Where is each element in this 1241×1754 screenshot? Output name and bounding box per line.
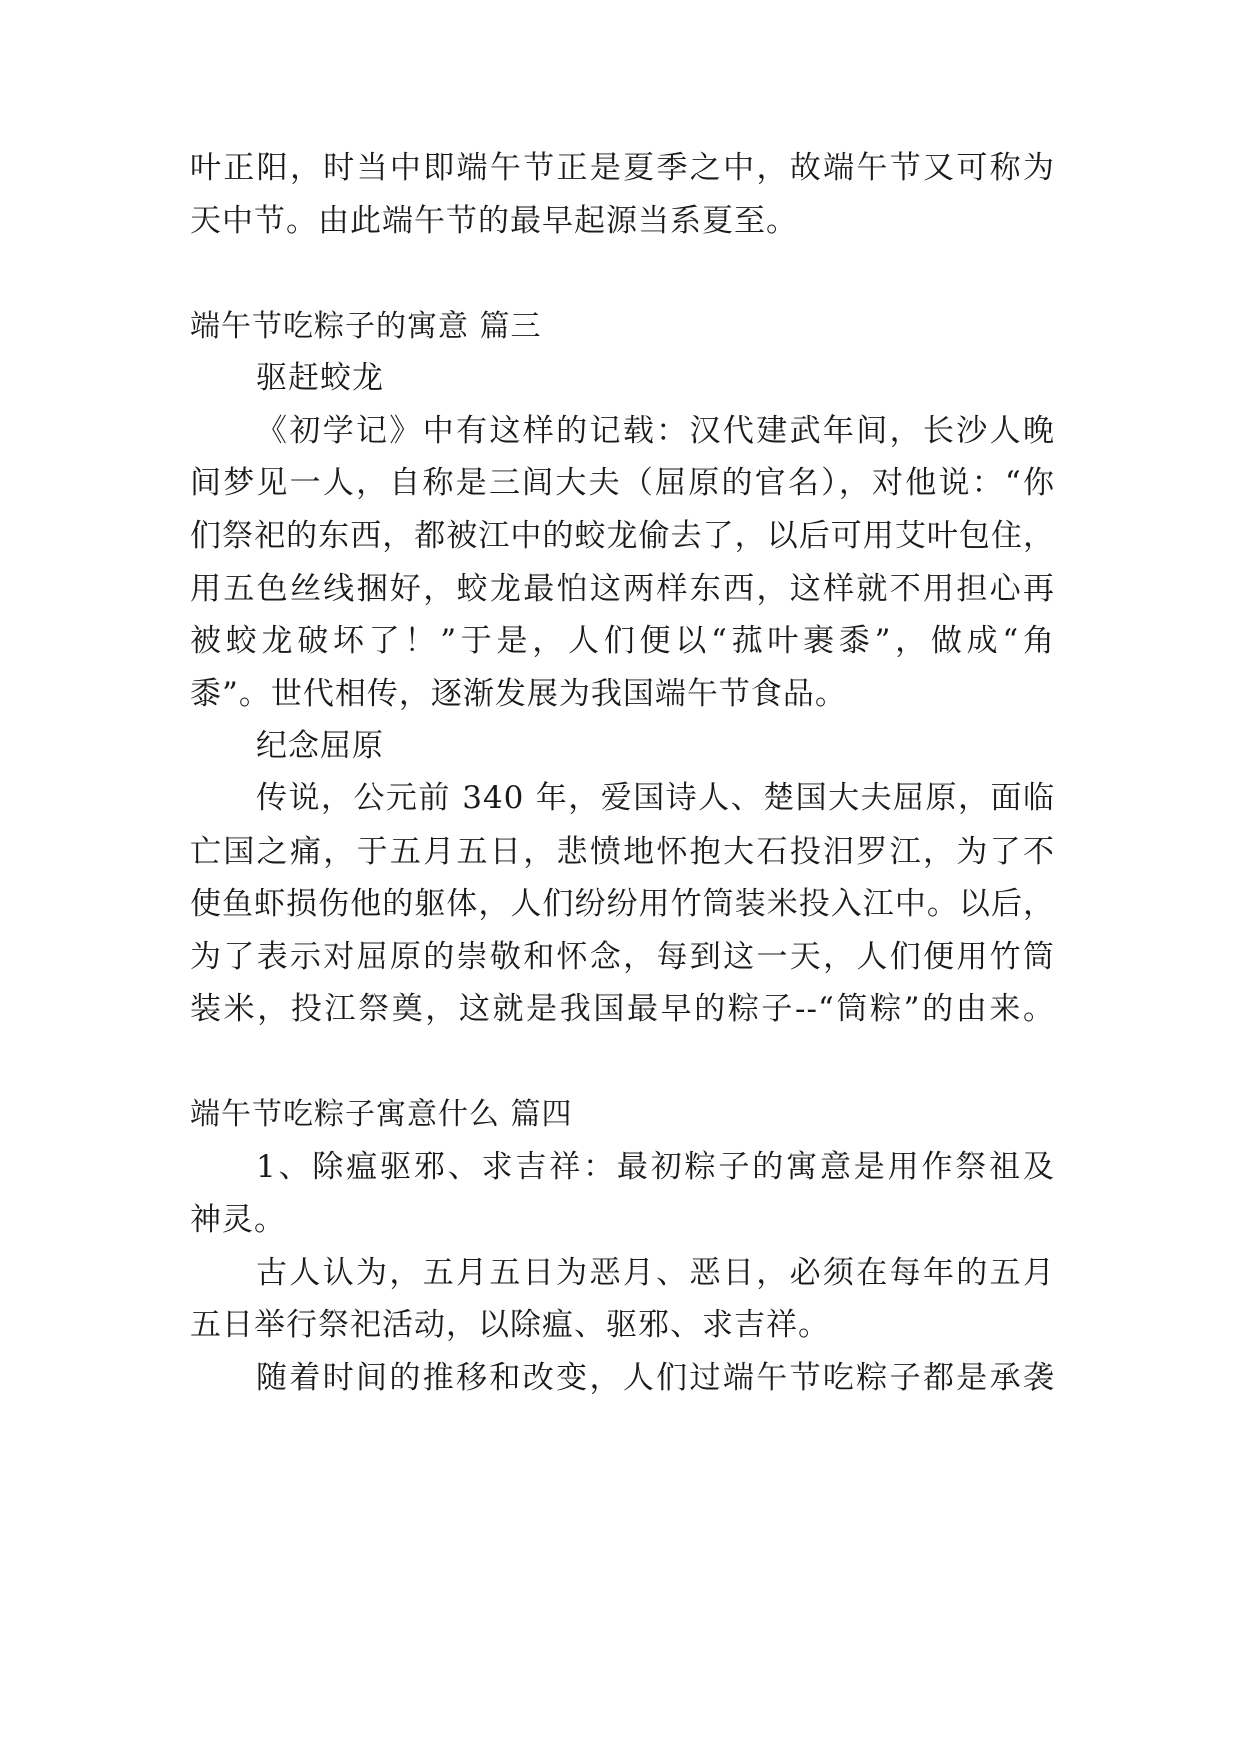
paragraph-line: 装米，投江祭奠，这就是我国最早的粽子--“筒粽”的由来。	[190, 991, 1055, 1027]
paragraph-line: 《初学记》中有这样的记载：汉代建武年间，长沙人晚	[256, 413, 1055, 449]
paragraph-line: 古人认为，五月五日为恶月、恶日，必须在每年的五月	[256, 1255, 1055, 1291]
paragraph-line: 五日举行祭祀活动，以除瘟、驱邪、求吉祥。	[190, 1307, 830, 1343]
paragraph-line: 叶正阳，时当中即端午节正是夏季之中，故端午节又可称为	[190, 150, 1055, 186]
paragraph-line: 亡国之痛，于五月五日，悲愤地怀抱大石投汨罗江，为了不	[190, 834, 1055, 870]
section-heading: 端午节吃粽子寓意什么 篇四	[190, 1097, 573, 1132]
paragraph-line: 黍”。世代相传，逐渐发展为我国端午节食品。	[190, 676, 847, 712]
section-heading: 端午节吃粽子的寓意 篇三	[190, 309, 542, 344]
paragraph-line: 为了表示对屈原的崇敬和怀念，每到这一天，人们便用竹筒	[190, 939, 1055, 975]
paragraph-line: 用五色丝线捆好，蛟龙最怕这两样东西，这样就不用担心再	[190, 571, 1055, 607]
paragraph-line: 被蛟龙破坏了！”于是，人们便以“菰叶裹黍”，做成“角	[190, 623, 1055, 659]
paragraph-line: 们祭祀的东西，都被江中的蛟龙偷去了，以后可用艾叶包住，	[190, 518, 1055, 554]
paragraph-line: 神灵。	[190, 1202, 286, 1238]
subheading: 驱赶蛟龙	[256, 360, 384, 396]
subheading: 纪念屈原	[256, 728, 384, 764]
paragraph-line: 间梦见一人，自称是三闾大夫（屈原的官名），对他说：“你	[190, 465, 1055, 501]
paragraph-line: 1、除瘟驱邪、求吉祥：最初粽子的寓意是用作祭祖及	[256, 1149, 1055, 1185]
paragraph-line: 天中节。由此端午节的最早起源当系夏至。	[190, 203, 798, 239]
paragraph-line: 传说，公元前 340 年，爱国诗人、楚国大夫屈原，面临	[256, 780, 1055, 816]
paragraph-line: 随着时间的推移和改变，人们过端午节吃粽子都是承袭	[256, 1360, 1055, 1396]
paragraph-line: 使鱼虾损伤他的躯体，人们纷纷用竹筒装米投入江中。以后，	[190, 886, 1055, 922]
